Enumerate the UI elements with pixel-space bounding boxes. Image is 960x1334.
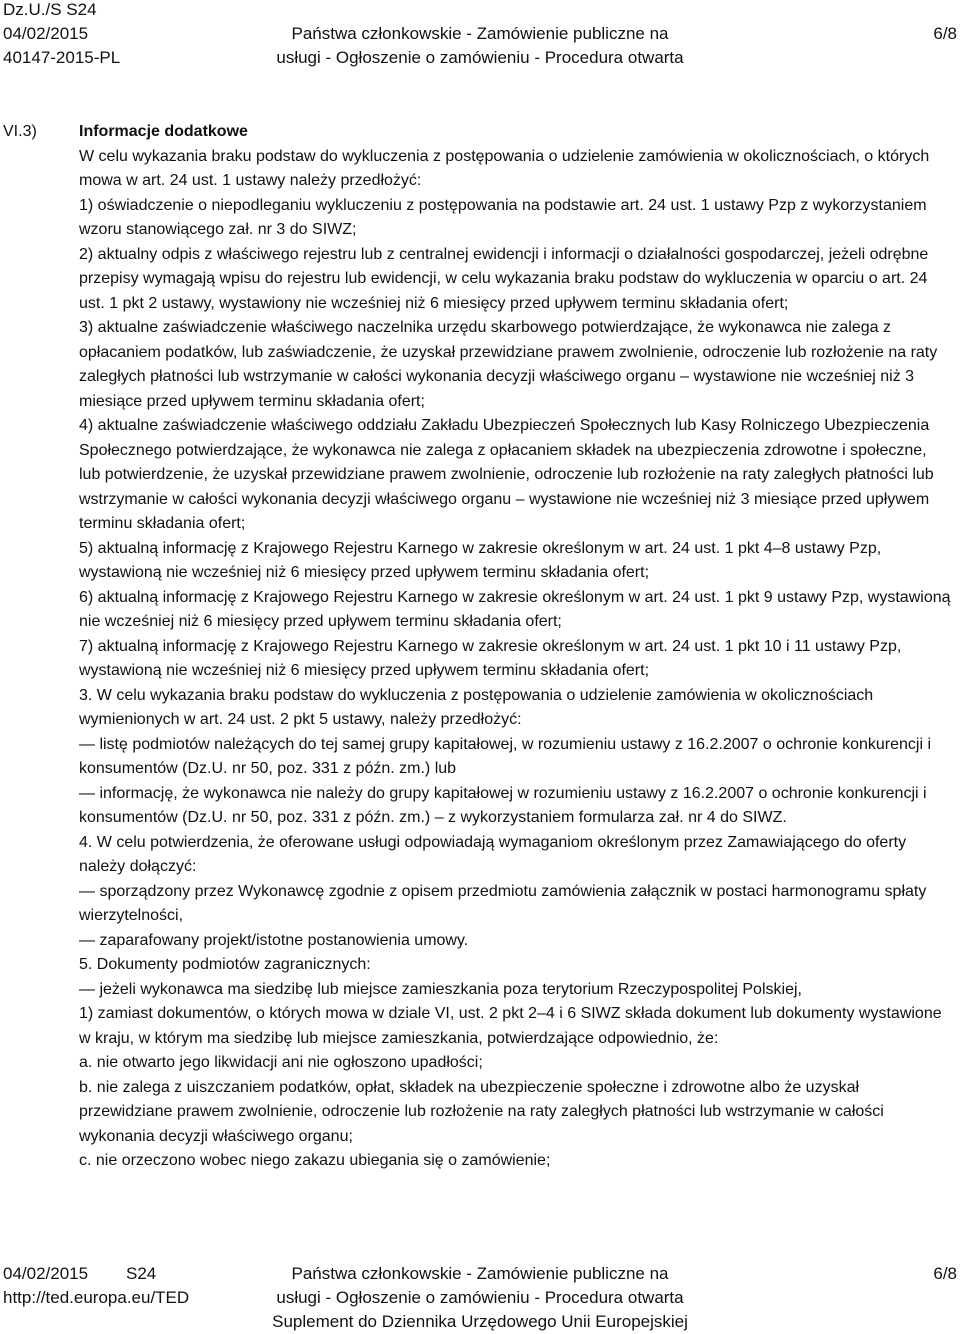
footer-date: 04/02/2015 [3, 1264, 89, 1283]
paragraph: b. nie zalega z uiszczaniem podatków, opłat, składek na ubezpieczenie społeczne i zdrowotne albo że uzyskał przewidziane prawem zwolnienie, odroczenie lub rozłożenie na raty zaległych płatności lub wstrzymanie w całości wykonania decyzji właściwego organu; [79, 1078, 884, 1145]
footer-title-line3: Suplement do Dziennika Urzędowego Unii Europejskiej [272, 1312, 688, 1331]
header-notice-id: 40147-2015-PL [3, 48, 121, 67]
page-header [0, 0, 960, 70]
paragraph: 4. W celu potwierdzenia, że oferowane usługi odpowiadają wymaganiom określonym przez Zamawiającego do oferty należy dołączyć: [79, 833, 907, 875]
paragraph: 6) aktualną informację z Krajowego Rejestru Karnego w zakresie określonym w art. 24 ust. 1 pkt 9 ustawy Pzp, wystawioną nie wcześniej niż 6 miesięcy przed upływem terminu składania ofert; [79, 588, 951, 630]
paragraph: — listę podmiotów należących do tej samej grupy kapitałowej, w rozumieniu ustawy z 16.2.2007 o ochronie konkurencji i konsumentów (Dz.U. nr 50, poz. 331 z późn. zm.) lub [79, 735, 931, 777]
page-footer [0, 1262, 960, 1334]
header-title-line2: usługi - Ogłoszenie o zamówieniu - Procedura otwarta [276, 48, 684, 67]
section-number: VI.3) [3, 123, 37, 140]
paragraph: 3. W celu wykazania braku podstaw do wykluczenia z postępowania o udzielenie zamówienia w okolicznościach wymienionych w art. 24 ust. 2 pkt 5 ustawy, należy przedłożyć: [79, 686, 874, 728]
header-title-line1: Państwa członkowskie - Zamówienie publiczne na [291, 24, 669, 43]
paragraph: c. nie orzeczono wobec niego zakazu ubiegania się o zamówienie; [79, 1152, 551, 1169]
paragraph: 4) aktualne zaświadczenie właściwego oddziału Zakładu Ubezpieczeń Społecznych lub Kasy Rolniczego Ubezpieczenia Społecznego potwierdzające, że wykonawca nie zalega z opłacaniem składek na ubezpieczenia zdrowotne i społeczne, lub potwierdzenie, że uzyskał przewidziane prawem zwolnienie, odroczenie lub rozłożenie na raty zaległych płatności lub wstrzymanie w całości wykonania decyzji właściwego organu – wystawione nie wcześniej niż 3 miesiące przed upływem terminu składania ofert; [79, 417, 934, 532]
paragraph: 5) aktualną informację z Krajowego Rejestru Karnego w zakresie określonym w art. 24 ust. 1 pkt 4–8 ustawy Pzp, wystawioną nie wcześniej niż 6 miesięcy przed upływem terminu składania ofert; [79, 539, 882, 581]
paragraph: 1) oświadczenie o niepodleganiu wykluczeniu z postępowania na podstawie art. 24 ust. 1 ustawy Pzp z wykorzystaniem wzoru stanowiącego zał. nr 3 do SIWZ; [79, 196, 927, 238]
header-date: 04/02/2015 [3, 24, 89, 43]
footer-title-line1: Państwa członkowskie - Zamówienie publiczne na [291, 1264, 669, 1283]
paragraph: 7) aktualną informację z Krajowego Rejestru Karnego w zakresie określonym w art. 24 ust. 1 pkt 10 i 11 ustawy Pzp, wystawioną nie wcześniej niż 6 miesięcy przed upływem terminu składania ofert; [79, 637, 902, 679]
footer-page-number: 6/8 [933, 1264, 957, 1283]
paragraph: — sporządzony przez Wykonawcę zgodnie z opisem przedmiotu zamówienia załącznik w postaci harmonogramu spłaty wierzytelności, [79, 882, 927, 924]
paragraph: W celu wykazania braku podstaw do wykluczenia z postępowania o udzielenie zamówienia w okolicznościach, o których mowa w art. 24 ust. 1 ustawy należy przedłożyć: [79, 147, 930, 189]
paragraph: — informację, że wykonawca nie należy do grupy kapitałowej w rozumieniu ustawy z 16.2.2007 o ochronie konkurencji i konsumentów (Dz.U. nr 50, poz. 331 z późn. zm.) – z wykorzystaniem formularza zał. nr 4 do SIWZ. [79, 784, 927, 826]
paragraph: a. nie otwarto jego likwidacji ani nie ogłoszono upadłości; [79, 1054, 483, 1071]
section-heading: Informacje dodatkowe [79, 123, 248, 140]
header-page-number: 6/8 [933, 24, 957, 43]
footer-url-link[interactable]: http://ted.europa.eu/TED [3, 1288, 190, 1307]
paragraph: — zaparafowany projekt/istotne postanowienia umowy. [79, 931, 469, 949]
paragraph: 5. Dokumenty podmiotów zagranicznych: [79, 956, 371, 973]
section-content [79, 120, 951, 1174]
footer-title-line2: usługi - Ogłoszenie o zamówieniu - Procedura otwarta [276, 1288, 684, 1307]
footer-series: S24 [126, 1264, 157, 1283]
paragraph: — jeżeli wykonawca ma siedzibę lub miejsce zamieszkania poza terytorium Rzeczypospolitej Polskiej, [79, 980, 802, 998]
header-journal: Dz.U./S S24 [3, 0, 97, 19]
paragraph: 1) zamiast dokumentów, o których mowa w dziale VI, ust. 2 pkt 2–4 i 6 SIWZ składa dokument lub dokumenty wystawione w kraju, w którym ma siedzibę lub miejsce zamieszkania, potwierdzające odpowiednio, że: [79, 1005, 942, 1047]
paragraph: 2) aktualny odpis z właściwego rejestru lub z centralnej ewidencji i informacji o działalności gospodarczej, jeżeli odrębne przepisy wymagają wpisu do rejestru lub ewidencji, w celu wykazania braku podstaw do wykluczenia w oparciu o art. 24 ust. 1 pkt 2 ustawy, wystawiony nie wcześniej niż 6 miesięcy przed upływem terminu składania ofert; [79, 245, 929, 312]
paragraph: 3) aktualne zaświadczenie właściwego naczelnika urzędu skarbowego potwierdzające, że wykonawca nie zalega z opłacaniem podatków, lub zaświadczenie, że uzyskał przewidziane prawem zwolnienie, odroczenie lub rozłożenie na raty zaległych płatności lub wstrzymanie w całości wykonania decyzji właściwego organu – wystawione nie wcześniej niż 3 miesiące przed upływem terminu składania ofert; [79, 319, 938, 410]
